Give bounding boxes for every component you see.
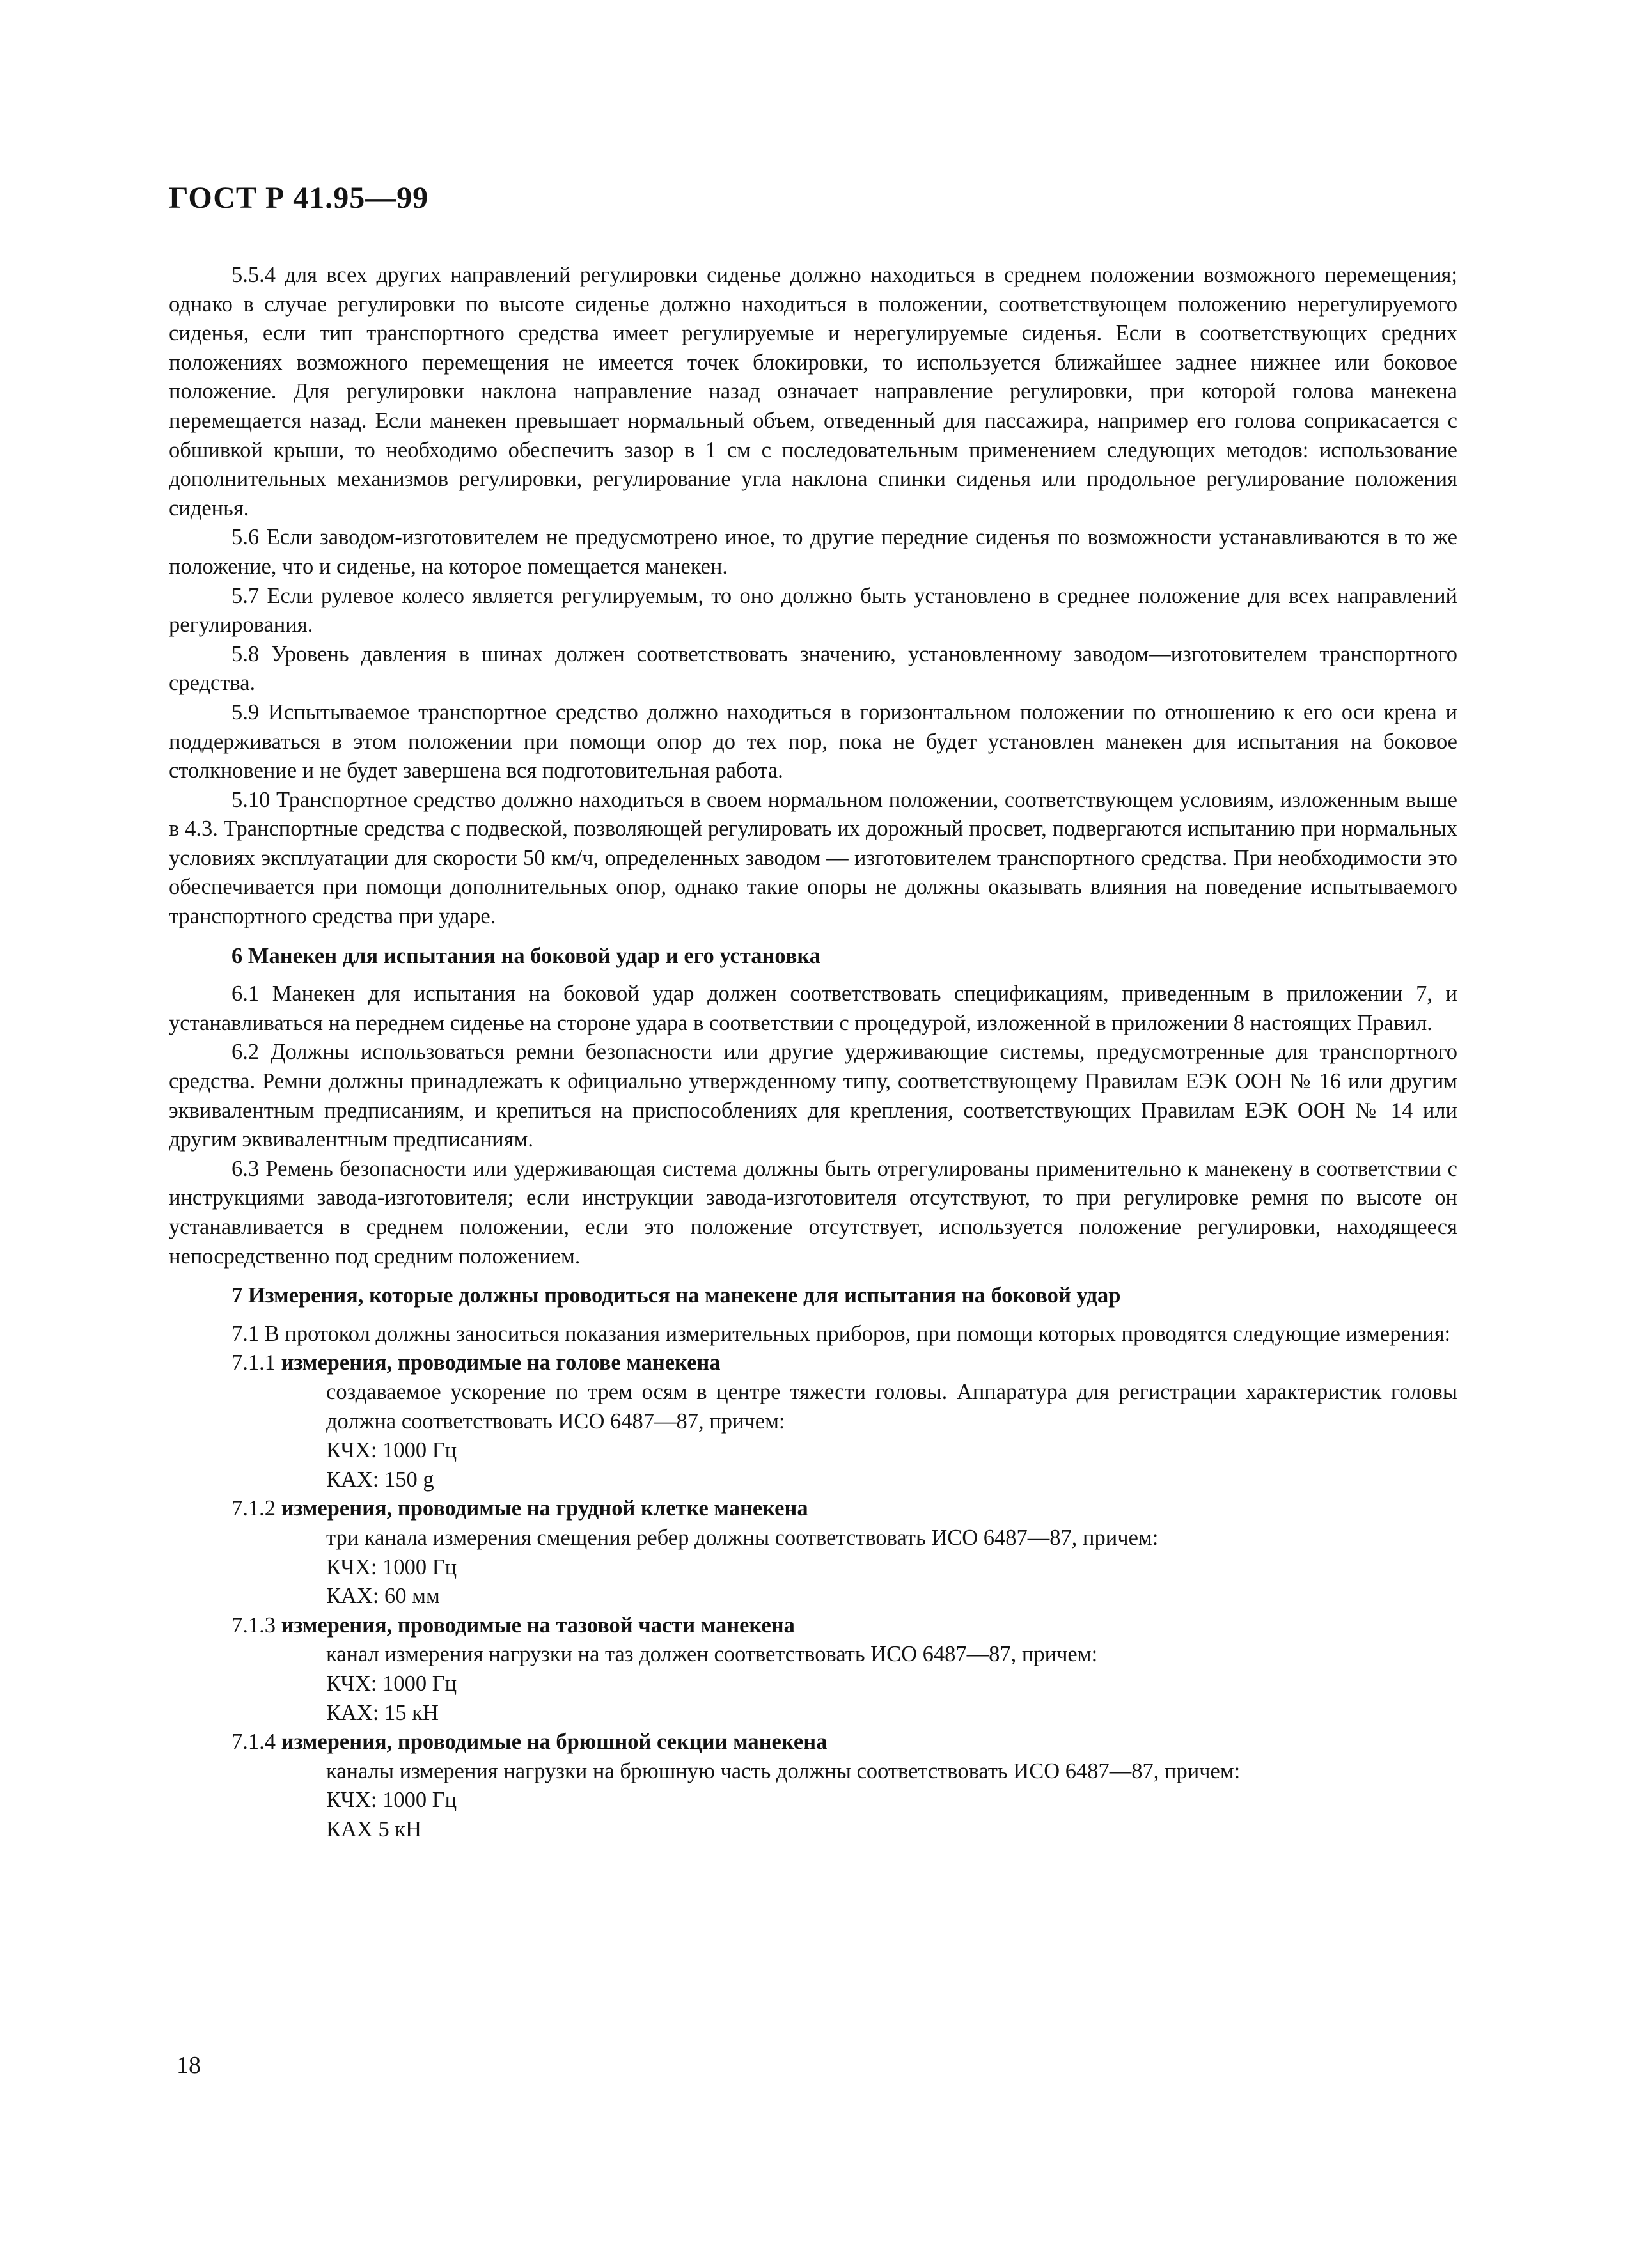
paragraph-6-1: 6.1 Манекен для испытания на боковой удар должен соответствовать спецификациям, приведенным в приложении 7, и устанавливаться на переднем сиденье на стороне удара в соответствии с процедурой, изложенной в приложении 8 настоящих Правил. [169, 981, 1457, 1035]
subitem-title: измерения, проводимые на грудной клетке манекена [281, 1496, 808, 1521]
subitem-7-1-4-kax: КАХ 5 кН [326, 1817, 422, 1842]
paragraph-5-7: 5.7 Если рулевое колесо является регулируемым, то оно должно быть установлено в среднее положение для всех направлений регулирования. [169, 583, 1457, 637]
subitem-number: 7.1.2 [231, 1496, 276, 1521]
subitem-7-1-2-detail: три канала измерения смещения ребер должны соответствовать ИСО 6487—87, причем: [326, 1525, 1159, 1550]
paragraph-7-1: 7.1 В протокол должны заноситься показания измерительных приборов, при помощи которых проводятся следующие измерения: [231, 1321, 1451, 1346]
paragraph-5-6: 5.6 Если заводом-изготовителем не предусмотрено иное, то другие передние сиденья по возможности устанавливаются в то же положение, что и сиденье, на которое помещается манекен. [169, 525, 1457, 579]
subitem-7-1-3-detail: канал измерения нагрузки на таз должен соответствовать ИСО 6487—87, причем: [326, 1642, 1098, 1667]
subitem-number: 7.1.1 [231, 1350, 276, 1375]
subitem-number: 7.1.4 [231, 1730, 276, 1755]
subitem-7-1-1-detail: создаваемое ускорение по трем осям в центре тяжести головы. Аппаратура для регистрации характеристик головы должна соответствовать ИСО 6487—87, причем: [326, 1379, 1457, 1434]
subitem-7-1-2-kax: КАХ: 60 мм [326, 1584, 440, 1609]
paragraph-5-5-4: 5.5.4 для всех других направлений регулировки сиденье должно находиться в среднем положении возможного перемещения; однако в случае регулировки по высоте сиденье должно находиться в положении, соответствующем положению нерегулируемого сиденья, если тип транспортного средства имеет регулируемые и нерегулируемые сиденья. Если в соответствующих средних положениях возможного перемещения не имеется точек блокировки, то используется ближайшее заднее нижнее или боковое положение. Для регулировки наклона направление назад означает направление регулировки, при которой голова манекена перемещается назад. Если манекен превышает нормальный объем, отведенный для пассажира, например его голова соприкасается с обшивкой крыши, то необходимо обеспечить зазор в 1 см с последовательным применением следующих методов: использование дополнительных механизмов регулировки, регулирование угла наклона спинки сиденья или продольное регулирование положения сиденья. [169, 263, 1457, 520]
subitem-7-1-1-kchx: КЧХ: 1000 Гц [326, 1438, 457, 1463]
section-heading-7: 7 Измерения, которые должны проводиться на манекене для испытания на боковой удар [231, 1283, 1121, 1308]
subitem-title: измерения, проводимые на голове манекена [281, 1350, 721, 1375]
paragraph-6-2: 6.2 Должны использоваться ремни безопасности или другие удерживающие системы, предусмотренные для транспортного средства. Ремни должны принадлежать к официально утвержденному типу, соответствующему Правилам ЕЭК ООН № 16 или другим эквивалентным предписаниям, и крепиться на приспособлениях для крепления, соответствующих Правилам ЕЭК ООН № 14 или другим эквивалентным предписаниям. [169, 1040, 1457, 1152]
subitem-7-1-2-heading [169, 1494, 1457, 1524]
section-heading-6: 6 Манекен для испытания на боковой удар и его установка [231, 943, 820, 968]
subitem-7-1-3-kax: КАХ: 15 кН [326, 1700, 439, 1725]
paragraph-5-8: 5.8 Уровень давления в шинах должен соответствовать значению, установленному заводом—изготовителем транспортного средства. [169, 641, 1457, 696]
subitem-7-1-1-heading [169, 1349, 1457, 1378]
subitem-title: измерения, проводимые на брюшной секции манекена [281, 1730, 828, 1755]
document-body [169, 261, 1457, 1844]
subitem-7-1-3-heading [169, 1611, 1457, 1641]
page-number: 18 [177, 2052, 201, 2079]
subitem-7-1-3-kchx: КЧХ: 1000 Гц [326, 1671, 457, 1696]
subitem-7-1-4-heading [169, 1728, 1457, 1757]
paragraph-5-10: 5.10 Транспортное средство должно находиться в своем нормальном положении, соответствующем условиям, изложенным выше в 4.3. Транспортные средства с подвеской, позволяющей регулировать их дорожный просвет, подвергаются испытанию при нормальных условиях эксплуатации для скорости 50 км/ч, определенных заводом — изготовителем транспортного средства. При необходимости это обеспечивается при помощи дополнительных опор, однако такие опоры не должны оказывать влияния на поведение испытываемого транспортного средства при ударе. [169, 787, 1457, 929]
document-code-header: ГОСТ Р 41.95—99 [169, 181, 429, 215]
paragraph-5-9: 5.9 Испытываемое транспортное средство должно находиться в горизонтальном положении по отношению к его оси крена и поддерживаться в этом положении при помощи опор до тех пор, пока не будет установлен манекен для испытания на боковое столкновение и не будет завершена вся подготовительная работа. [169, 700, 1457, 783]
subitem-7-1-2-kchx: КЧХ: 1000 Гц [326, 1554, 457, 1579]
subitem-7-1-4-kchx: КЧХ: 1000 Гц [326, 1788, 457, 1813]
subitem-number: 7.1.3 [231, 1613, 276, 1638]
paragraph-6-3: 6.3 Ремень безопасности или удерживающая система должны быть отрегулированы применительно к манекену в соответствии с инструкциями завода-изготовителя; если инструкции завода-изготовителя отсутствуют, то при регулировке ремня по высоте он устанавливается в среднем положении, если это положение отсутствует, используется положение регулировки, находящееся непосредственно под средним положением. [169, 1156, 1457, 1269]
subitem-7-1-4-detail: каналы измерения нагрузки на брюшную часть должны соответствовать ИСО 6487—87, причем: [326, 1758, 1241, 1783]
subitem-7-1-1-kax: КАХ: 150 g [326, 1467, 434, 1492]
subitem-title: измерения, проводимые на тазовой части манекена [281, 1613, 795, 1638]
